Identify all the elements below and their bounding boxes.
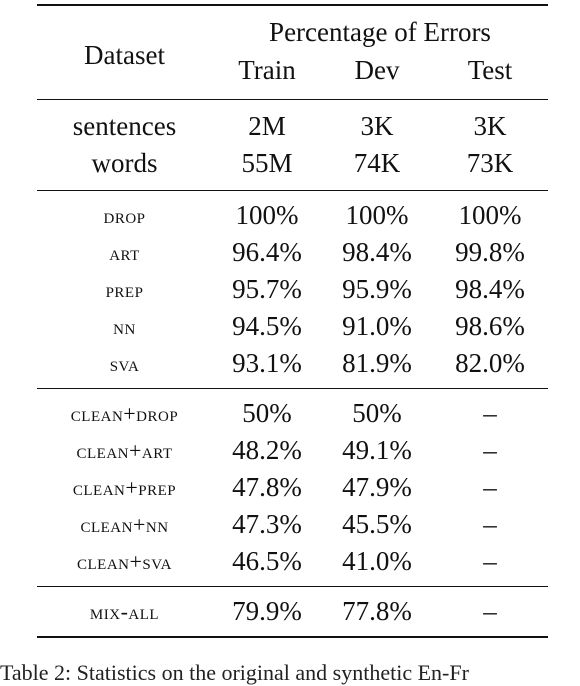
header-dev: Dev: [354, 55, 400, 85]
cell-test: 98.6%: [455, 311, 525, 341]
cell-train: 47.8%: [232, 472, 302, 502]
cell-test: 3K: [432, 100, 548, 146]
row-label: sentences: [37, 100, 212, 146]
cell-dev: 47.9%: [342, 472, 412, 502]
cell-test: –: [483, 472, 497, 502]
table-row: [37, 100, 548, 146]
cell-dev: 45.5%: [342, 509, 412, 539]
table-row: [37, 587, 548, 638]
cell-train: 79.9%: [212, 587, 322, 638]
cell-dev: 100%: [322, 191, 432, 235]
cell-train: 50%: [212, 389, 322, 433]
cell-train: 47.3%: [232, 509, 302, 539]
table-row: [37, 469, 548, 506]
cell-train: 48.2%: [232, 435, 302, 465]
cell-dev: 81.9%: [342, 348, 412, 378]
table-row: [37, 345, 548, 389]
table-row: [37, 271, 548, 308]
row-label: clean+sva: [77, 549, 172, 574]
table-row: [37, 145, 548, 191]
row-label: drop: [37, 191, 212, 235]
header-percentage-of-errors: Percentage of Errors: [212, 5, 548, 52]
cell-test: 100%: [432, 191, 548, 235]
cell-dev: 77.8%: [322, 587, 432, 638]
table-row: [37, 308, 548, 345]
cell-dev: 49.1%: [342, 435, 412, 465]
cell-train: 46.5%: [232, 546, 302, 576]
cell-test: –: [483, 546, 497, 576]
header-dataset: Dataset: [37, 5, 212, 100]
cell-train: 94.5%: [232, 311, 302, 341]
cell-dev: 50%: [322, 389, 432, 433]
cell-train: 93.1%: [232, 348, 302, 378]
cell-dev: 91.0%: [342, 311, 412, 341]
cell-train: 100%: [212, 191, 322, 235]
cell-test: –: [432, 587, 548, 638]
cell-test: 73K: [466, 148, 514, 178]
cell-train: 55M: [241, 148, 293, 178]
table-row: [37, 432, 548, 469]
table-caption: Table 2: Statistics on the original and synthetic En-Fr: [0, 660, 469, 685]
cell-test: 98.4%: [455, 274, 525, 304]
header-test: Test: [467, 55, 513, 85]
cell-train: 2M: [212, 100, 322, 146]
table-row: [37, 234, 548, 271]
header-train: Train: [238, 55, 296, 85]
row-label: art: [109, 240, 140, 265]
row-label: clean+prep: [72, 475, 177, 500]
cell-dev: 74K: [353, 148, 401, 178]
cell-test: –: [483, 509, 497, 539]
header-row-1: [37, 5, 548, 52]
statistics-table: [37, 4, 548, 638]
cell-test: –: [483, 435, 497, 465]
row-label: prep: [105, 277, 144, 302]
table-row: [37, 543, 548, 587]
cell-test: 82.0%: [455, 348, 525, 378]
statistics-table-container: [37, 4, 548, 638]
row-label: clean+nn: [80, 512, 169, 537]
cell-dev: 41.0%: [342, 546, 412, 576]
row-label: clean+art: [76, 438, 173, 463]
row-label: sva: [109, 351, 140, 376]
table-row: [37, 191, 548, 235]
cell-train: 96.4%: [232, 237, 302, 267]
cell-dev: 95.9%: [342, 274, 412, 304]
cell-test: –: [432, 389, 548, 433]
cell-train: 95.7%: [232, 274, 302, 304]
cell-dev: 3K: [322, 100, 432, 146]
row-label: words: [91, 148, 158, 178]
cell-dev: 98.4%: [342, 237, 412, 267]
row-label: mix-all: [37, 587, 212, 638]
row-label: clean+drop: [37, 389, 212, 433]
table-row: [37, 506, 548, 543]
cell-test: 99.8%: [455, 237, 525, 267]
row-label: nn: [113, 314, 136, 339]
table-row: [37, 389, 548, 433]
